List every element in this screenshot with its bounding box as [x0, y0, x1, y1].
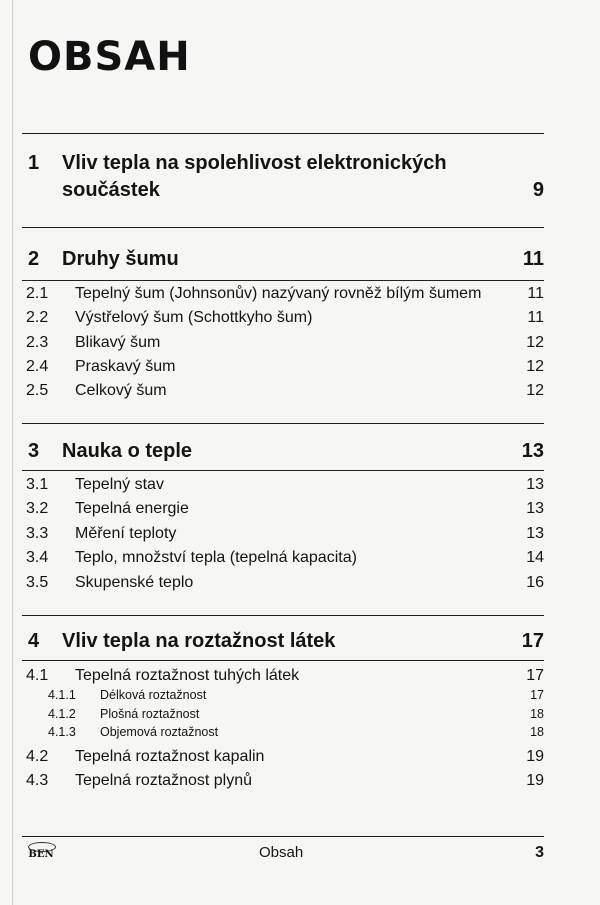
section-page: 11: [527, 285, 544, 302]
section-number: 3.1: [26, 476, 49, 493]
toc-section-3-3[interactable]: [26, 524, 544, 544]
chapter-title: Vliv tepla na roztažnost látek: [62, 630, 336, 652]
subsection-number: 4.1.2: [48, 707, 76, 721]
toc-subsection-4-1-3[interactable]: [48, 723, 544, 741]
section-number: 2.5: [26, 382, 49, 399]
footer-page-number: 3: [535, 844, 544, 861]
page-edge-line: [12, 0, 13, 905]
chapter-title: Nauka o teple: [62, 440, 193, 462]
section-title: Tepelný šum (Johnsonův) nazývaný rovněž bílým šumem: [75, 285, 482, 302]
chapter-number: 4: [28, 630, 40, 652]
chapter-number: 2: [28, 248, 40, 270]
chapter-number: 1: [28, 152, 40, 174]
section-title: Celkový šum: [75, 382, 167, 399]
section-page: 19: [526, 772, 544, 789]
section-number: 3.4: [26, 549, 49, 566]
section-title: Blikavý šum: [75, 334, 161, 351]
logo-text: BEN: [28, 849, 54, 860]
chapter-title: Vliv tepla na spolehlivost elektronických součástek: [62, 152, 447, 201]
subsection-page: 18: [530, 725, 544, 739]
toc-chapter-4[interactable]: [28, 628, 544, 655]
chapter-underline: [22, 280, 544, 281]
footer-label: Obsah: [259, 844, 304, 861]
chapter-divider: [22, 133, 544, 134]
section-title: Měření teploty: [75, 525, 177, 542]
page-title: OBSAH: [28, 34, 191, 80]
section-number: 4.2: [26, 748, 49, 765]
section-title: Teplo, množství tepla (tepelná kapacita): [75, 549, 357, 566]
chapter-page: 13: [521, 440, 544, 462]
toc-section-2-4[interactable]: [26, 357, 544, 377]
toc-chapter-3[interactable]: [28, 438, 544, 465]
section-page: 19: [526, 748, 544, 765]
subsection-page: 17: [530, 688, 544, 702]
section-number: 2.3: [26, 334, 49, 351]
section-number: 3.5: [26, 574, 49, 591]
section-title: Tepelná roztažnost tuhých látek: [75, 667, 300, 684]
subsection-page: 18: [530, 707, 544, 721]
chapter-page: 17: [521, 630, 544, 652]
toc-section-4-2[interactable]: [26, 747, 544, 767]
toc-section-3-1[interactable]: [26, 475, 544, 495]
section-title: Tepelná energie: [75, 500, 189, 517]
section-number: 2.2: [26, 309, 49, 326]
toc-section-2-5[interactable]: [26, 381, 544, 401]
section-page: 17: [526, 667, 544, 684]
chapter-page: 11: [522, 248, 544, 270]
toc-section-3-5[interactable]: [26, 573, 544, 593]
subsection-title: Plošná roztažnost: [100, 707, 200, 721]
section-title: Tepelná roztažnost kapalin: [75, 748, 265, 765]
chapter-divider: [22, 423, 544, 424]
publisher-logo: [24, 842, 58, 860]
chapter-underline: [22, 660, 544, 661]
toc-chapter-2[interactable]: [28, 246, 544, 273]
toc-section-3-2[interactable]: [26, 499, 544, 519]
section-page: 16: [526, 574, 544, 591]
subsection-title: Délková roztažnost: [100, 688, 207, 702]
section-page: 11: [527, 309, 544, 326]
section-title: Tepelný stav: [75, 476, 164, 493]
section-number: 4.3: [26, 772, 49, 789]
subsection-number: 4.1.3: [48, 725, 76, 739]
chapter-title: Druhy šumu: [62, 248, 179, 270]
section-title: Praskavý šum: [75, 358, 176, 375]
section-number: 4.1: [26, 667, 49, 684]
footer-divider: [22, 836, 544, 837]
chapter-divider: [22, 227, 544, 228]
toc-section-4-3[interactable]: [26, 771, 544, 791]
chapter-number: 3: [28, 440, 40, 462]
toc-section-3-4[interactable]: [26, 548, 544, 568]
section-number: 2.1: [26, 285, 49, 302]
section-number: 3.3: [26, 525, 49, 542]
toc-section-2-1[interactable]: [26, 284, 544, 304]
toc-section-2-3[interactable]: [26, 333, 544, 353]
chapter-page: 9: [532, 179, 544, 201]
section-title: Tepelná roztažnost plynů: [75, 772, 252, 789]
toc-subsection-4-1-1[interactable]: [48, 686, 544, 704]
toc-subsection-4-1-2[interactable]: [48, 705, 544, 723]
chapter-divider: [22, 615, 544, 616]
section-number: 3.2: [26, 500, 49, 517]
section-page: 13: [526, 525, 544, 542]
toc-chapter-1[interactable]: [28, 150, 544, 204]
chapter-underline: [22, 470, 544, 471]
section-page: 14: [526, 549, 544, 566]
subsection-title: Objemová roztažnost: [100, 725, 219, 739]
section-page: 12: [526, 334, 544, 351]
section-page: 13: [526, 476, 544, 493]
section-page: 12: [526, 358, 544, 375]
section-title: Skupenské teplo: [75, 574, 194, 591]
subsection-number: 4.1.1: [48, 688, 76, 702]
toc-section-2-2[interactable]: [26, 308, 544, 328]
section-number: 2.4: [26, 358, 49, 375]
section-title: Výstřelový šum (Schottkyho šum): [75, 309, 313, 326]
section-page: 12: [526, 382, 544, 399]
section-page: 13: [526, 500, 544, 517]
toc-section-4-1[interactable]: [26, 666, 544, 686]
